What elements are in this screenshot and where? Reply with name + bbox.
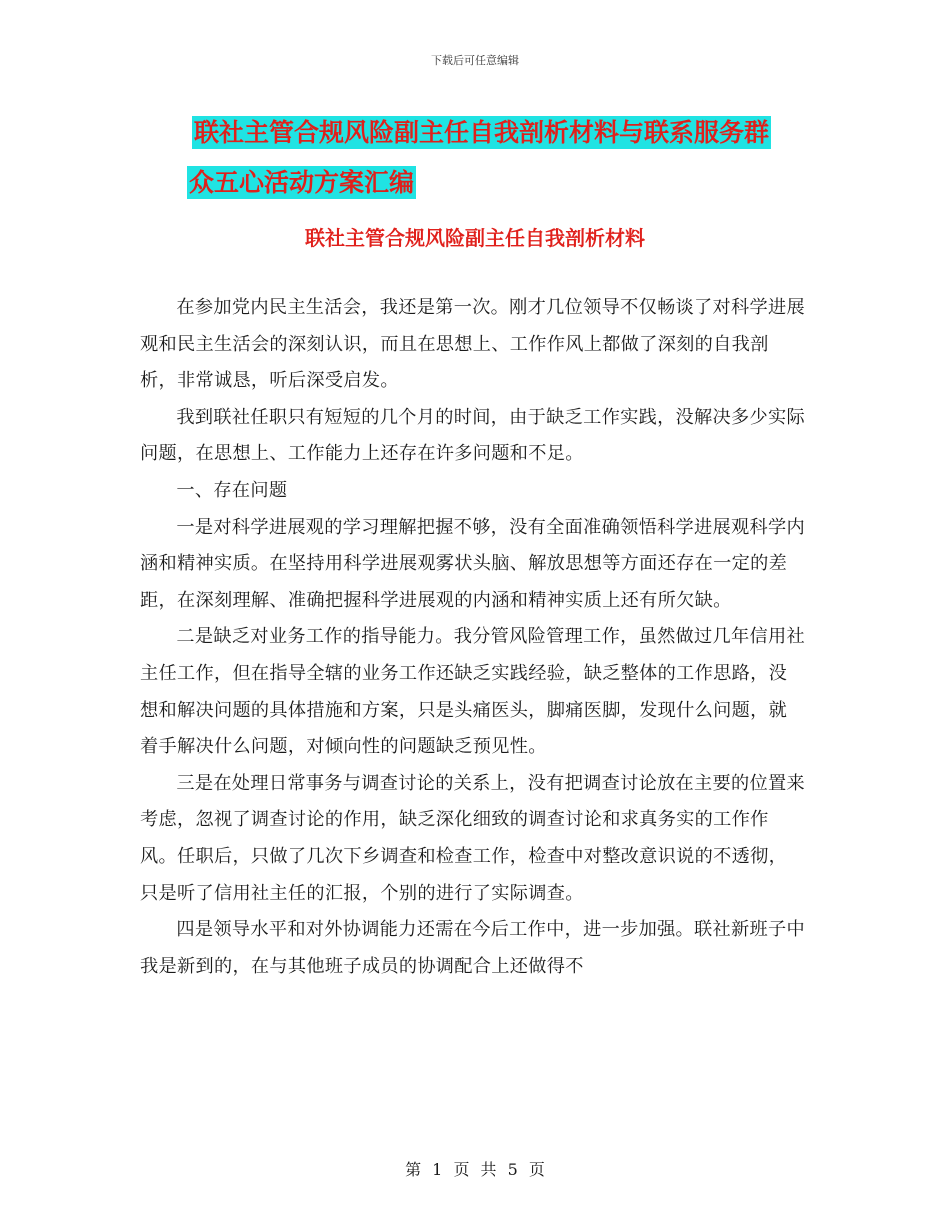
document-title-line-1: 联社主管合规风险副主任自我剖析材料与联系服务群 [194, 118, 770, 147]
document-title-line-2: 众五心活动方案汇编 [189, 168, 415, 197]
page-number: 第 1 页 共 5 页 [405, 1160, 545, 1179]
document-body [140, 290, 805, 985]
paragraph-3: 一是对科学进展观的学习理解把握不够，没有全面准确领悟科学进展观科学内涵和精神实质。在坚持用科学进展观雾状头脑、解放思想等方面还存在一定的差距，在深刻理解、准确把握科学进展观的内涵和精神实质上还有所欠缺。 [140, 516, 805, 611]
document-title [140, 108, 820, 208]
paragraph-2: 我到联社任职只有短短的几个月的时间，由于缺乏工作实践，没解决多少实际问题，在思想上、工作能力上还存在许多问题和不足。 [140, 406, 805, 465]
section-title: 联社主管合规风险副主任自我剖析材料 [305, 226, 645, 250]
page-header-note: 下载后可任意编辑 [431, 54, 519, 67]
paragraph-4: 二是缺乏对业务工作的指导能力。我分管风险管理工作，虽然做过几年信用社主任工作，但在指导全辖的业务工作还缺乏实践经验，缺乏整体的工作思路，没想和解决问题的具体措施和方案，只是头痛医头，脚痛医脚，发现什么问题，就着手解决什么问题，对倾向性的问题缺乏预见性。 [140, 626, 805, 758]
paragraph-1: 在参加党内民主生活会，我还是第一次。刚才几位领导不仅畅谈了对科学进展观和民主生活会的深刻认识，而且在思想上、工作作风上都做了深刻的自我剖析，非常诚恳，听后深受启发。 [140, 297, 805, 392]
paragraph-5: 三是在处理日常事务与调查讨论的关系上，没有把调查讨论放在主要的位置来考虑，忽视了调查讨论的作用，缺乏深化细致的调查讨论和求真务实的工作作风。任职后，只做了几次下乡调查和检查工作，检查中对整改意识说的不透彻，只是听了信用社主任的汇报，个别的进行了实际调查。 [140, 772, 805, 904]
paragraph-6: 四是领导水平和对外协调能力还需在今后工作中，进一步加强。联社新班子中我是新到的，在与其他班子成员的协调配合上还做得不 [140, 919, 805, 977]
heading-problems: 一、存在问题 [176, 479, 288, 501]
